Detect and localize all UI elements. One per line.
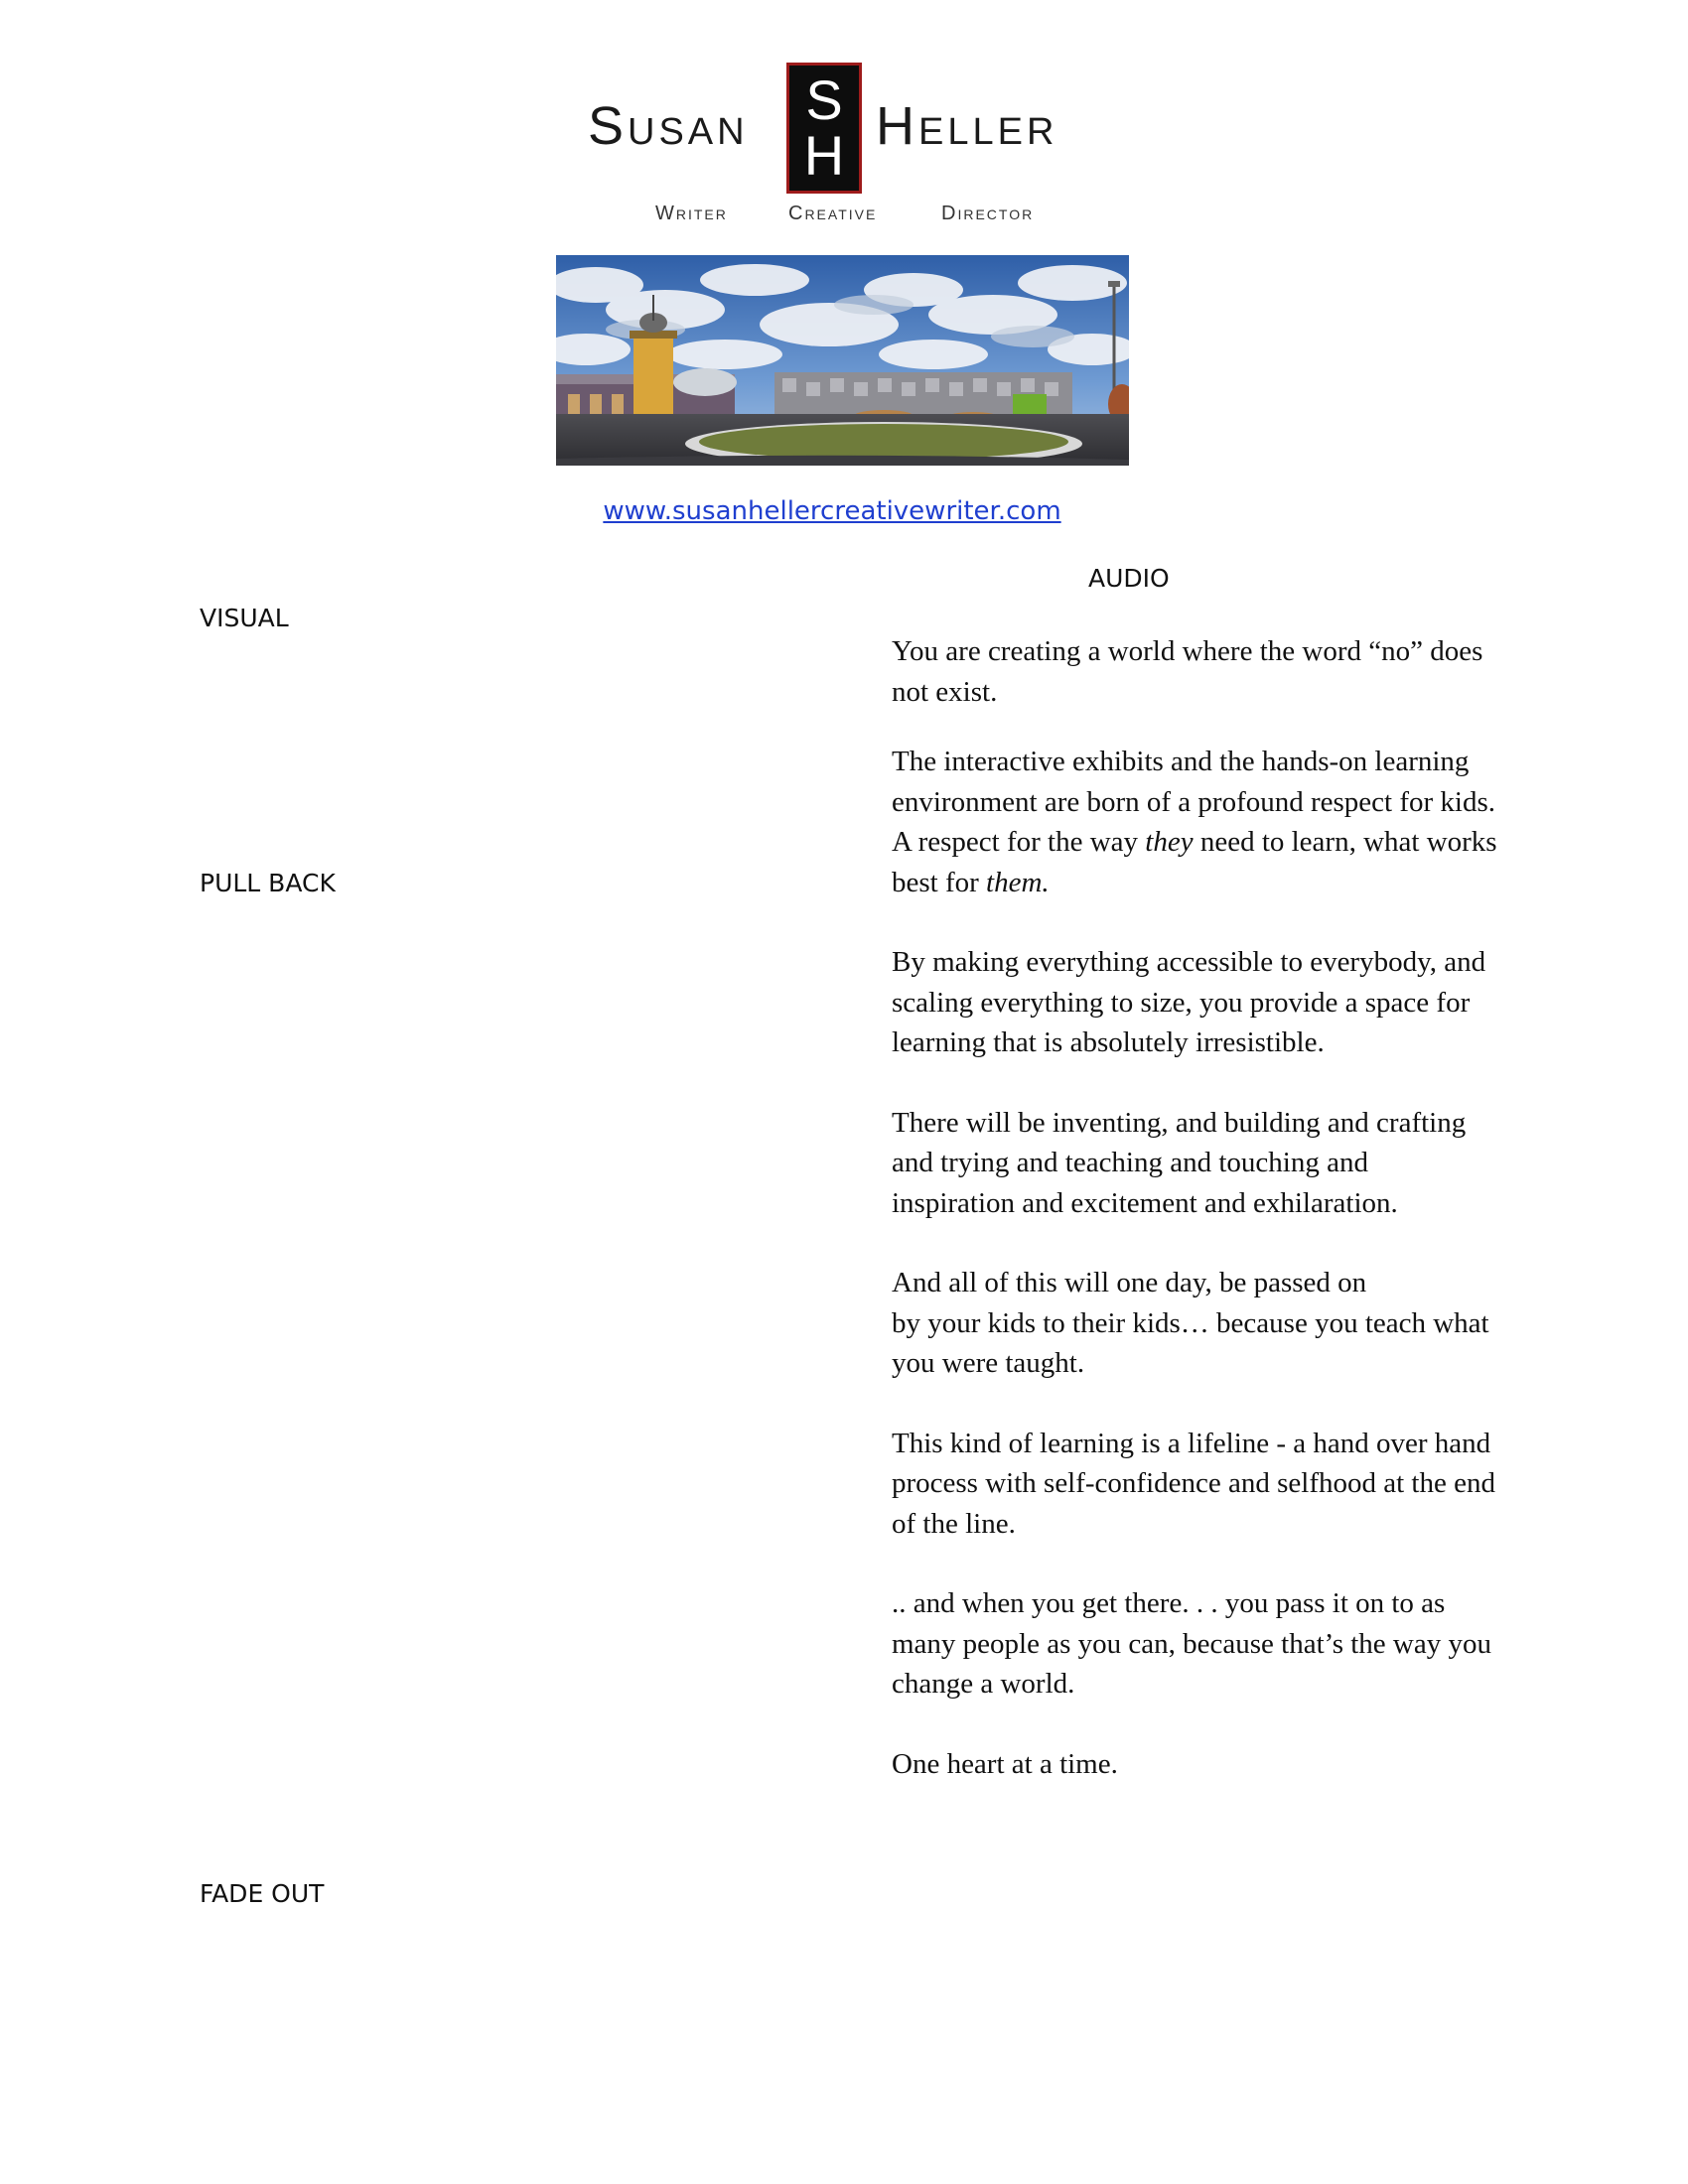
monogram-bottom-letter: H: [803, 124, 845, 187]
audio-line: And all of this will one day, be passed on: [892, 1267, 1367, 1298]
banner-photo: [556, 255, 1129, 466]
building-photo-illustration: [556, 255, 1129, 466]
audio-text: The interactive exhibits and the hands-on learning environment are born of a profound respect for kids. A respect for the way: [892, 746, 1495, 858]
audio-paragraph: .. and when you get there. . . you pass it on to as many people as you can, because that’s the way you change a world.: [892, 1587, 1491, 1700]
audio-paragraph: [892, 742, 1497, 902]
tagline-director: Director: [941, 203, 1035, 224]
website-link[interactable]: www.susanhellercreativewriter.com: [603, 496, 1061, 526]
tagline-creative: Creative: [788, 203, 878, 224]
visual-cue-fade-out: FADE OUT: [200, 1879, 325, 1908]
visual-heading: VISUAL: [200, 604, 289, 632]
visual-cue-pull-back: PULL BACK: [200, 869, 336, 897]
audio-line: by your kids to their kids… because you teach what you were taught.: [892, 1306, 1489, 1379]
audio-paragraph: [892, 1263, 1497, 1384]
audio-paragraph: You are creating a world where the word “no” does not exist.: [892, 635, 1483, 708]
audio-paragraph: By making everything accessible to everybody, and scaling everything to size, you provide a space for learning that is absolutely irresistible.: [892, 946, 1486, 1058]
monogram-top-letter: S: [805, 68, 843, 131]
audio-emphasis: they: [1145, 826, 1194, 858]
audio-heading: AUDIO: [1088, 564, 1170, 593]
last-name: Heller: [876, 96, 1058, 156]
audio-paragraph: One heart at a time.: [892, 1747, 1118, 1780]
audio-emphasis: them.: [986, 866, 1050, 898]
audio-column: [892, 631, 1497, 1824]
audio-paragraph: This kind of learning is a lifeline - a hand over hand process with self-confidence and selfhood at the end of the line.: [892, 1427, 1495, 1540]
tagline-writer: Writer: [655, 203, 728, 224]
audio-paragraph: There will be inventing, and building and crafting and trying and teaching and touching and inspiration and excitement and exhilaration.: [892, 1106, 1467, 1219]
letterhead: [0, 60, 1688, 238]
audio-text: need to learn, what works best for: [892, 826, 1497, 898]
monogram-logo: [786, 63, 862, 194]
first-name: Susan: [588, 96, 749, 156]
